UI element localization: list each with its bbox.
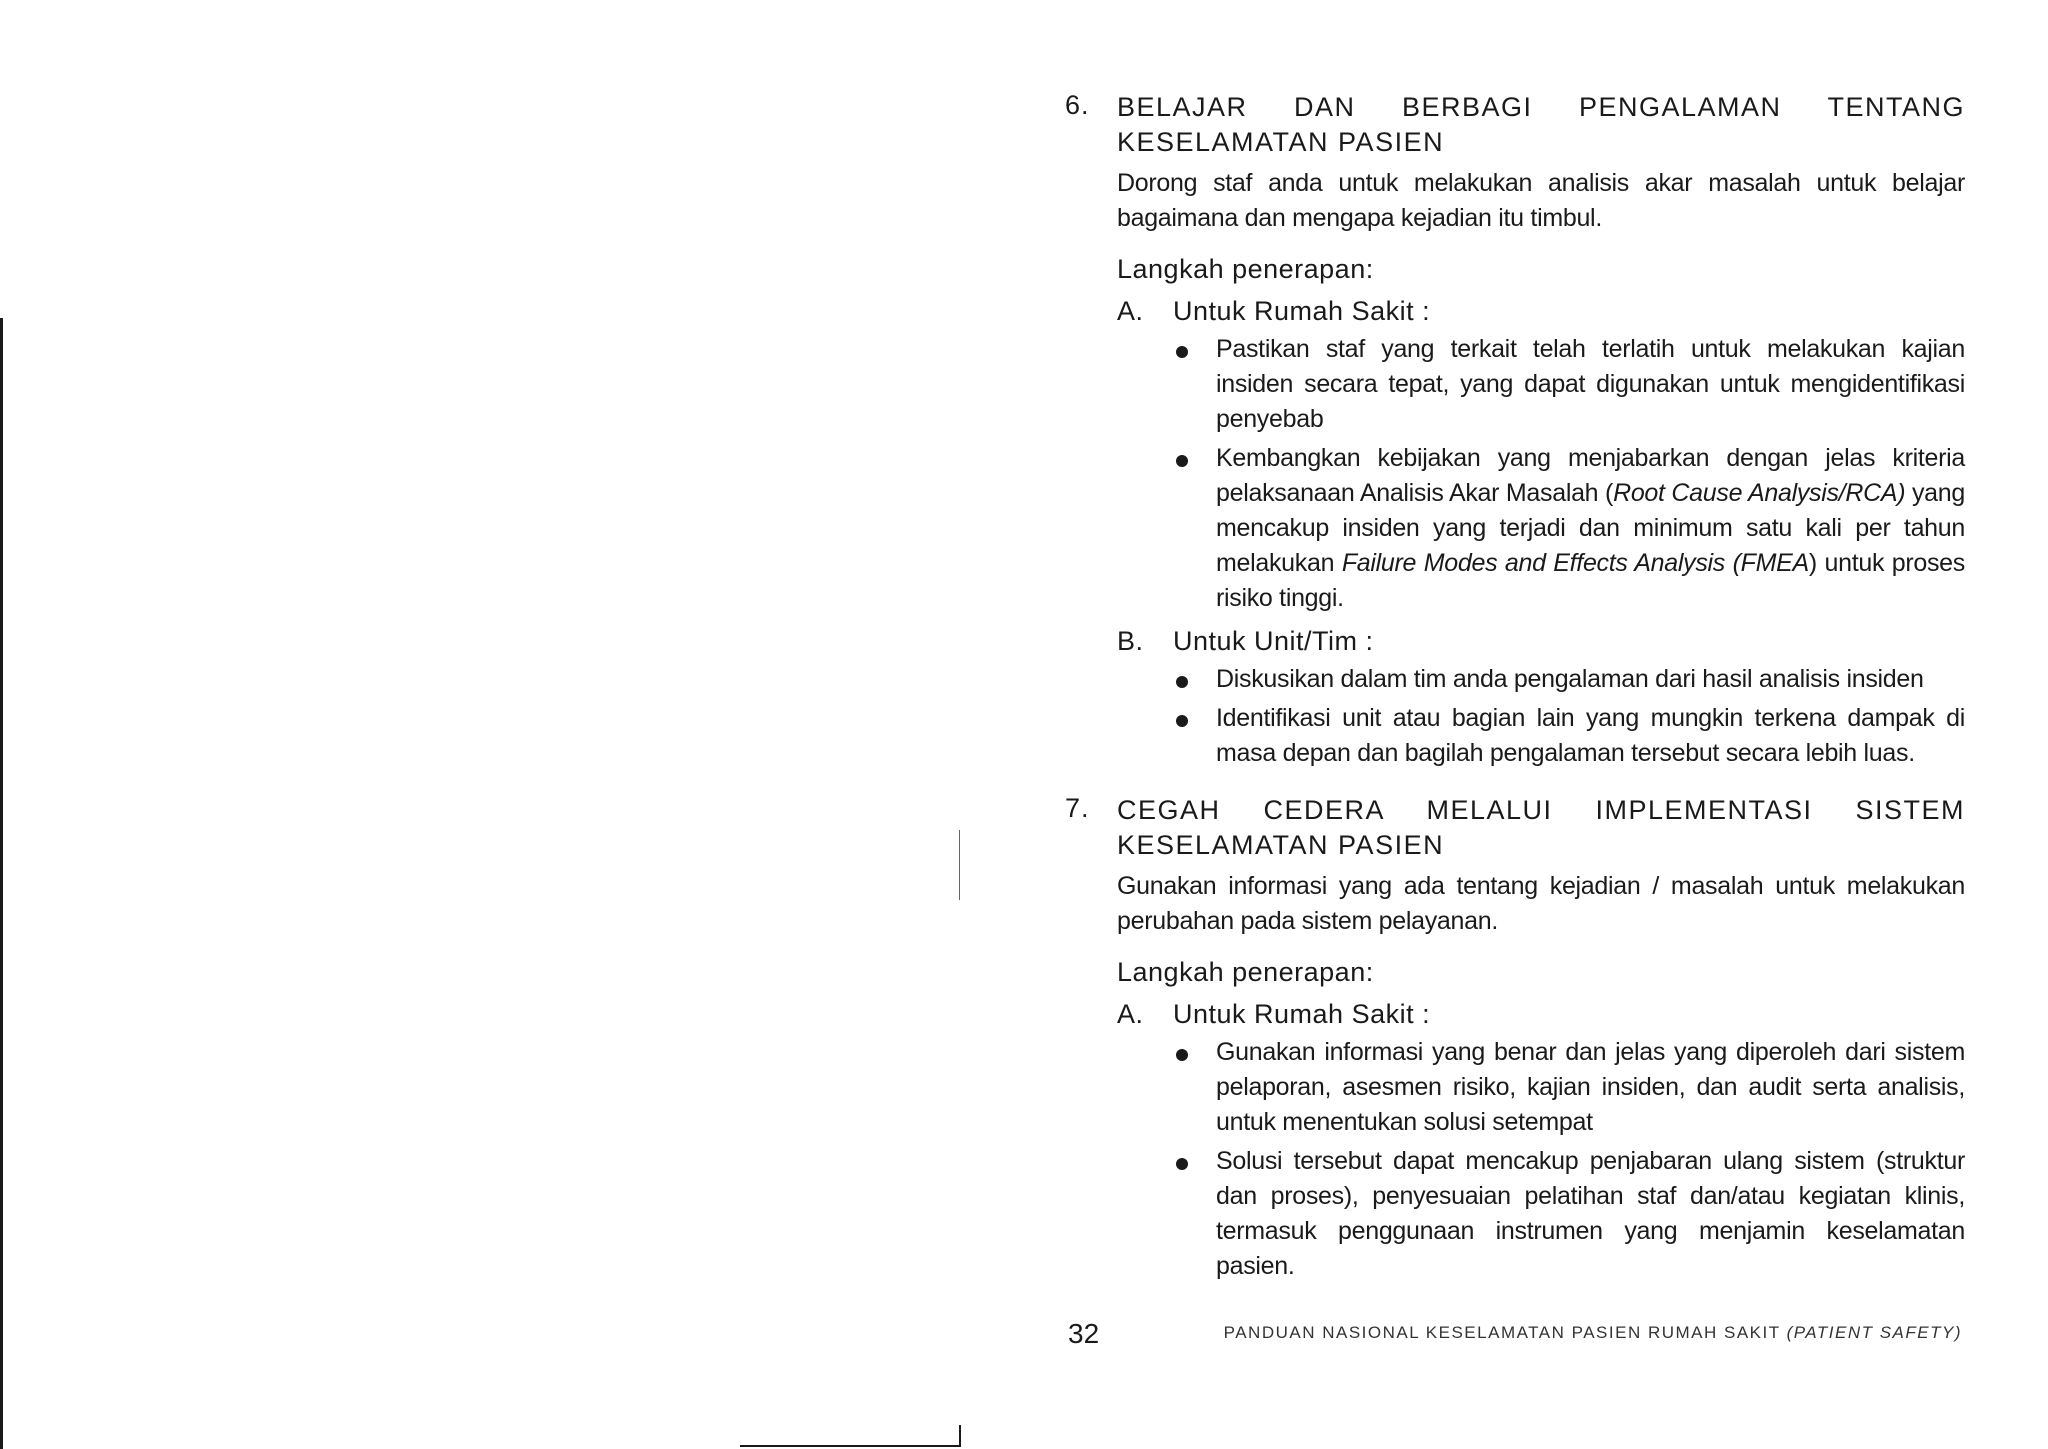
list-item: Solusi tersebut dapat mencakup penjabaran ulang sistem (struktur dan proses), penyesuaian pelatihan staf dan/atau kegiatan klinis, termasuk penggunaan instrumen yang menjamin keselamatan pasien. bbox=[1173, 1144, 1965, 1284]
bullet-icon bbox=[1176, 346, 1188, 358]
bullet-icon bbox=[1176, 1049, 1188, 1061]
subsection-title: Untuk Rumah Sakit : bbox=[1173, 999, 1431, 1029]
subsection-letter: A. bbox=[1117, 999, 1144, 1029]
section-intro: Dorong staf anda untuk melakukan analisis akar masalah untuk belajar bagaimana dan mengapa kejadian itu timbul. bbox=[1117, 169, 1965, 232]
bullet-icon bbox=[1176, 715, 1188, 727]
subsection-title: Untuk Unit/Tim : bbox=[1173, 626, 1374, 656]
bullet-icon bbox=[1176, 455, 1188, 467]
subsection-letter: B. bbox=[1117, 626, 1144, 656]
page-content bbox=[1065, 90, 1965, 1294]
list-item: Gunakan informasi yang benar dan jelas yang diperoleh dari sistem pelaporan, asesmen risiko, kajian insiden, dan audit serta analisis, untuk menentukan solusi setempat bbox=[1173, 1035, 1965, 1140]
left-edge-line bbox=[0, 318, 3, 1449]
steps-label: Langkah penerapan: bbox=[1117, 254, 1374, 284]
bottom-corner-line bbox=[959, 1425, 961, 1447]
list-item: Diskusikan dalam tim anda pengalaman dari hasil analisis insiden bbox=[1173, 662, 1965, 697]
subsection-a bbox=[1117, 294, 1965, 328]
section-6 bbox=[1065, 90, 1965, 771]
section-title: BELAJAR DAN BERBAGI PENGALAMAN TENTANG KESELAMATAN PASIEN bbox=[1117, 92, 1965, 157]
page-number: 32 bbox=[1068, 1318, 1100, 1349]
section-number: 6. bbox=[1065, 90, 1090, 120]
section-7 bbox=[1065, 793, 1965, 1284]
binding-mark bbox=[959, 830, 960, 900]
subsection-title: Untuk Rumah Sakit : bbox=[1173, 296, 1431, 326]
bullet-icon bbox=[1176, 676, 1188, 688]
subsection-b bbox=[1117, 624, 1965, 658]
section-number: 7. bbox=[1065, 793, 1090, 823]
subsection-a bbox=[1117, 997, 1965, 1031]
bullet-icon bbox=[1176, 1158, 1188, 1170]
steps-label: Langkah penerapan: bbox=[1117, 957, 1374, 987]
list-item: Identifikasi unit atau bagian lain yang mungkin terkena dampak di masa depan dan bagilah pengalaman tersebut secara lebih luas. bbox=[1173, 701, 1965, 771]
list-item: Pastikan staf yang terkait telah terlatih untuk melakukan kajian insiden secara tepat, yang dapat digunakan untuk mengidentifikasi penyebab bbox=[1173, 332, 1965, 437]
list-item: Kembangkan kebijakan yang menjabarkan dengan jelas kriteria pelaksanaan Analisis Akar Masalah (Root Cause Analysis/RCA) yang mencakup insiden yang terjadi dan minimum satu kali per tahun melakukan Failure Modes and Effects Analysis (FMEA) untuk proses risiko tinggi. bbox=[1173, 441, 1965, 616]
bottom-edge-line bbox=[740, 1445, 960, 1447]
subsection-letter: A. bbox=[1117, 296, 1144, 326]
section-intro: Gunakan informasi yang ada tentang kejadian / masalah untuk melakukan perubahan pada sistem pelayanan. bbox=[1117, 872, 1965, 935]
section-title: CEGAH CEDERA MELALUI IMPLEMENTASI SISTEM KESELAMATAN PASIEN bbox=[1117, 795, 1965, 860]
running-footer: PANDUAN NASIONAL KESELAMATAN PASIEN RUMAH SAKIT (PATIENT SAFETY) bbox=[1223, 1323, 1962, 1342]
